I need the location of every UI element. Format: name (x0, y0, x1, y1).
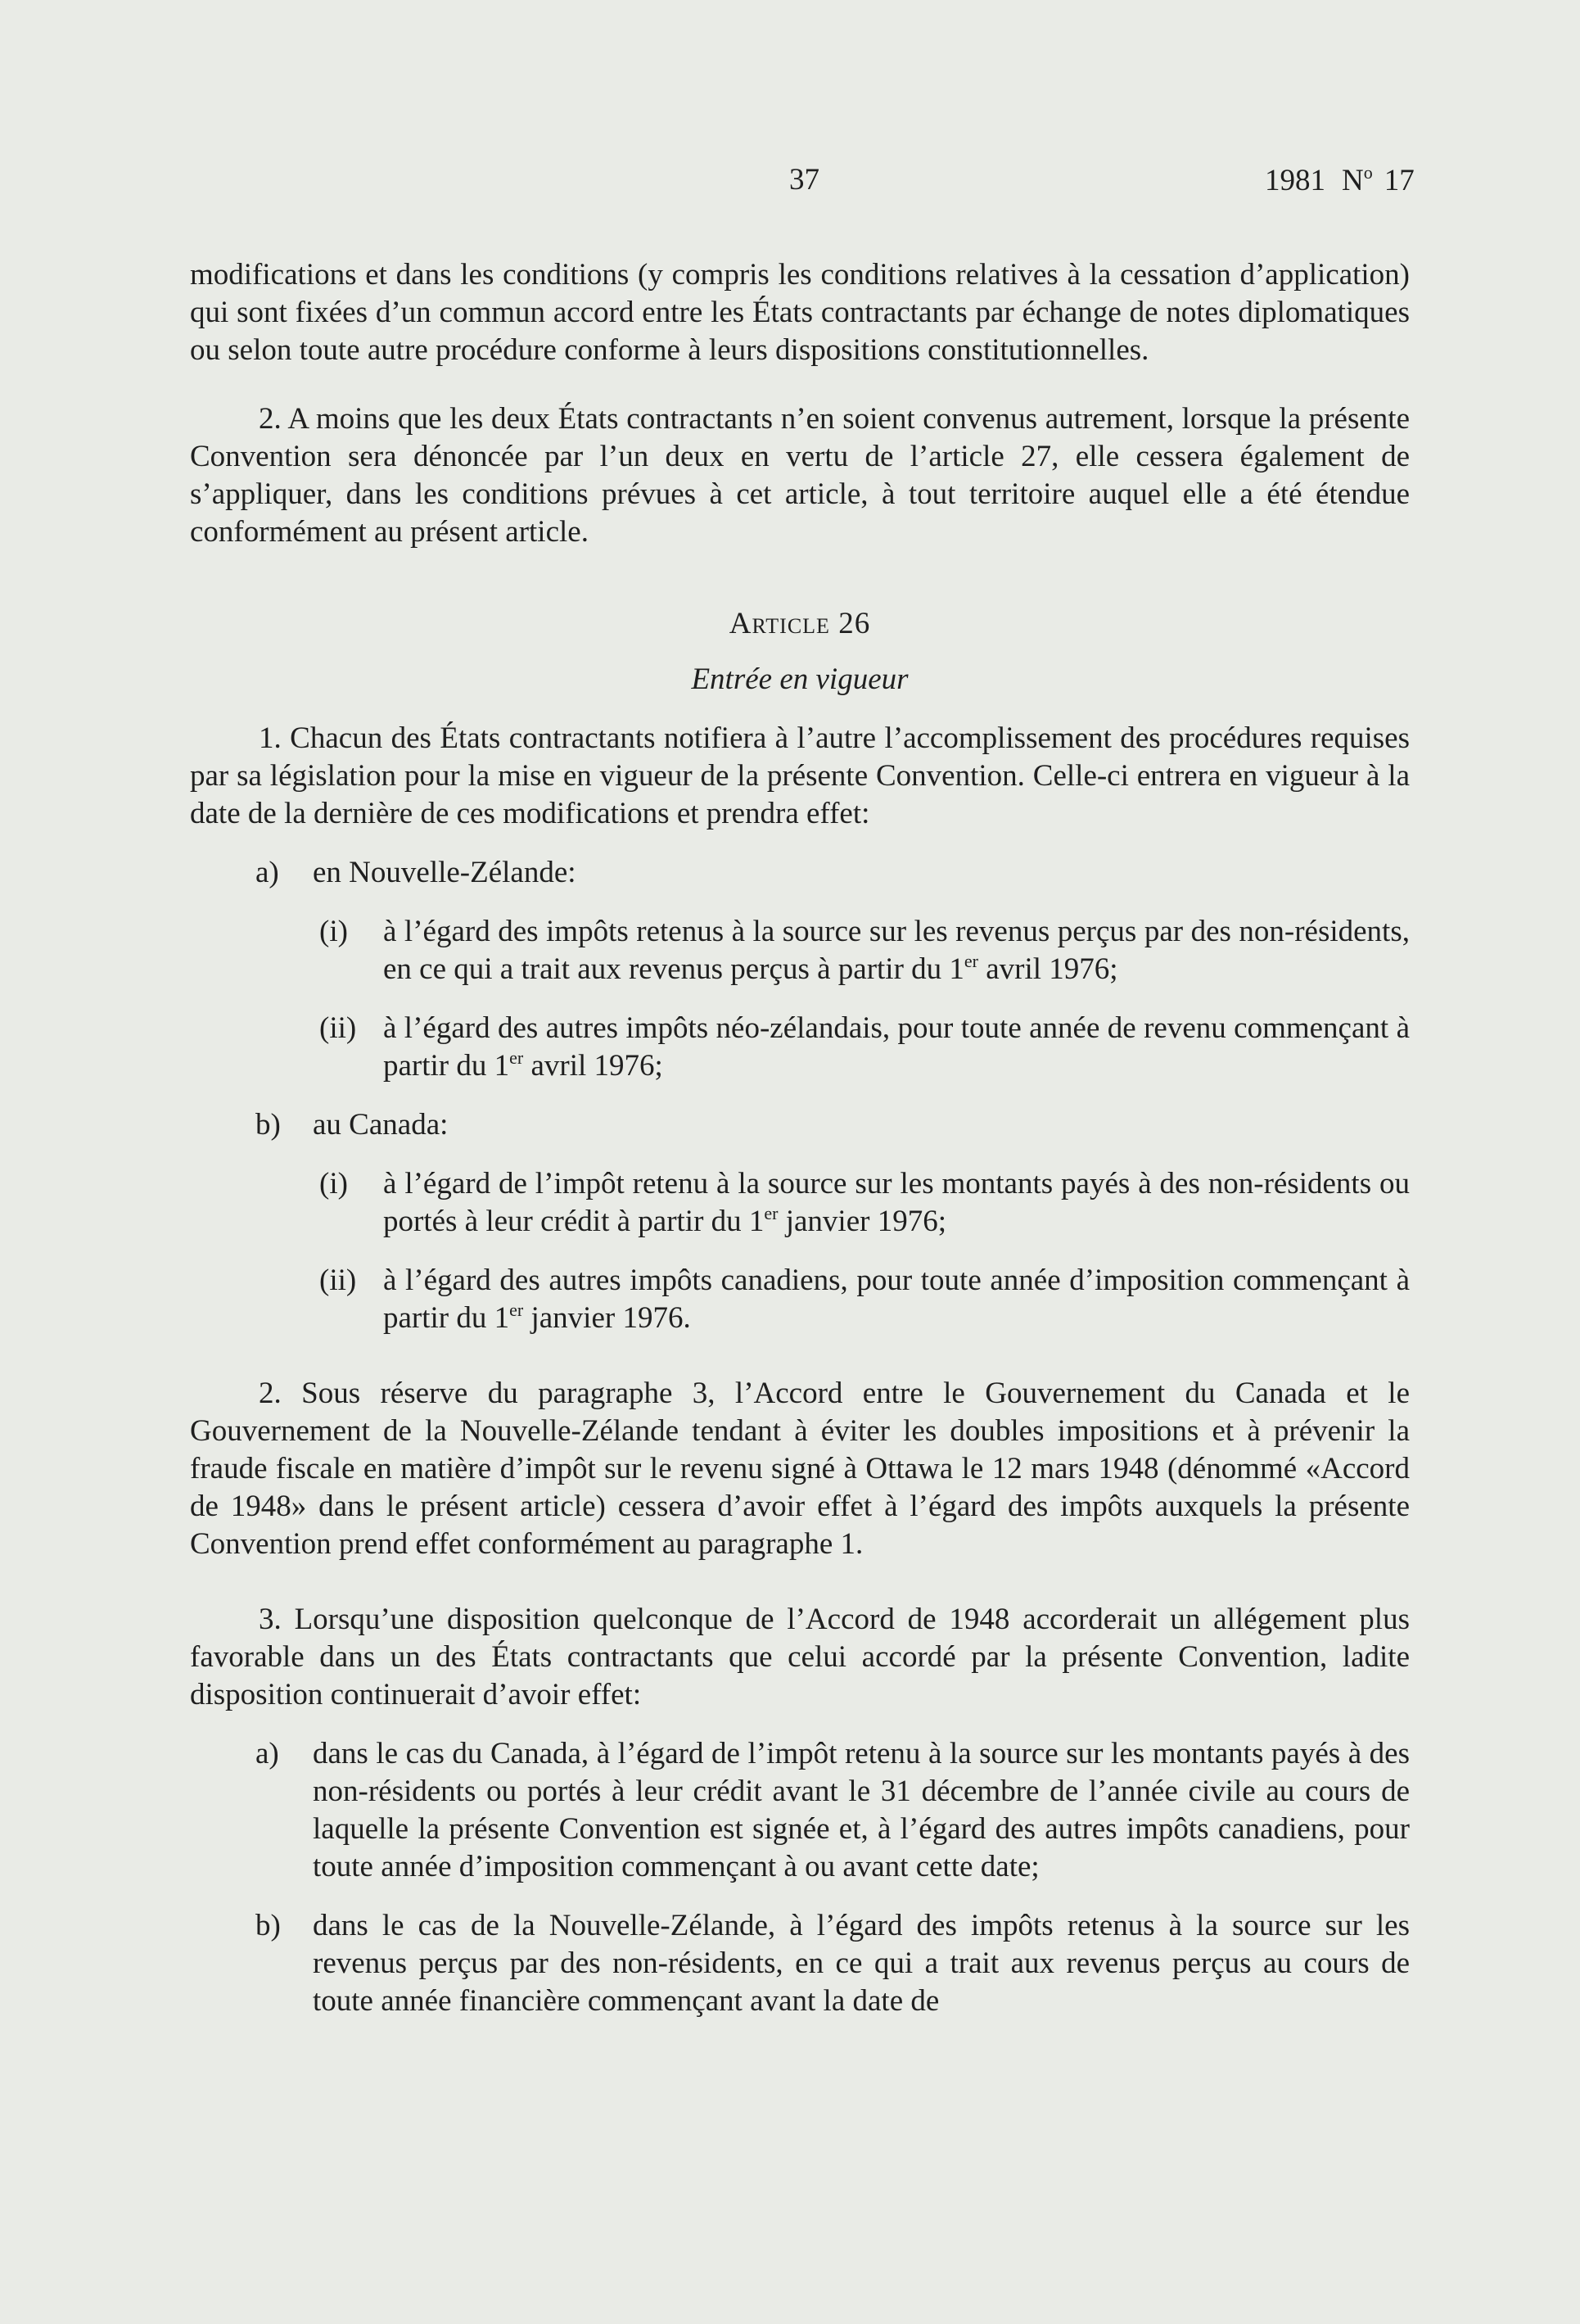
paragraph-2: 2. A moins que les deux États contractants n’en soient convenus autrement, lorsque la présente Convention sera dénoncée par l’un deux en vertu de l’article 27, elle cessera également de s’appliquer, dans les conditions prévues à cet article, à tout territoire auquel elle a été étendue conformément au présent article. (190, 402, 1410, 549)
sub-item-a-i (319, 913, 1410, 988)
page-number: 37 (789, 163, 819, 197)
sub-item-label: (i) (319, 1167, 348, 1200)
list-item-a (255, 854, 1410, 892)
article-26-paragraph-1: 1. Chacun des États contractants notifiera à l’autre l’accomplissement des procédures requises par sa législation pour la mise en vigueur de la présente Convention. Celle-ci entrera en vigueur à la date de la dernière de ces modifications et prendra effet: (190, 721, 1410, 830)
header-no-label: N (1342, 164, 1364, 197)
sub-item-text: à l’égard des autres impôts néo-zélandais, pour toute année de revenu commençant à partir du 1er avril 1976; (383, 1011, 1410, 1083)
page-header-reference (1265, 162, 1415, 198)
list-item-b (255, 1106, 1410, 1144)
sub-item-text: à l’égard de l’impôt retenu à la source sur les montants payés à des non-résidents ou portés à leur crédit à partir du 1er janvier 1976; (383, 1167, 1410, 1238)
superscript: er (509, 1300, 524, 1320)
list-item-label: b) (255, 1108, 281, 1142)
sub-item-label: (ii) (319, 1264, 357, 1297)
sub-item-b-ii (319, 1262, 1410, 1337)
superscript: er (964, 951, 978, 971)
header-year: 1981 (1265, 164, 1325, 197)
paragraph-intro: modifications et dans les conditions (y compris les conditions relatives à la cessation d’application) qui sont fixées d’un commun accord entre les États contractants par échange de notes diplomatiques ou selon toute autre procédure conforme à leurs dispositions constitutionnelles. (190, 258, 1410, 367)
list-item-label: a) (255, 856, 279, 889)
list-item-3b (255, 1907, 1410, 2020)
sub-item-text: à l’égard des autres impôts canadiens, pour toute année d’imposition commençant à partir du 1er janvier 1976. (383, 1264, 1410, 1335)
sub-item-label: (i) (319, 915, 348, 948)
list-item-text: dans le cas du Canada, à l’égard de l’impôt retenu à la source sur les montants payés à des non-résidents ou portés à leur crédit avant le 31 décembre de l’année civile au cours de laquelle la présente Convention est signée et, à l’égard des autres impôts canadiens, pour toute année d’imposition commençant à ou avant cette date; (313, 1737, 1410, 1883)
sub-item-a-ii (319, 1010, 1410, 1085)
article-subtitle: Entrée en vigueur (691, 662, 909, 696)
list-item-3a (255, 1735, 1410, 1886)
list-item-text: en Nouvelle-Zélande: (313, 856, 576, 889)
article-26-paragraph-2: 2. Sous réserve du paragraphe 3, l’Accord entre le Gouvernement du Canada et le Gouvernement de la Nouvelle-Zélande tendant à éviter les doubles impositions et à prévenir la fraude fiscale en matière d’impôt sur le revenu signé à Ottawa le 12 mars 1948 (dénommé «Accord de 1948» dans le présent article) cessera d’avoir effet à l’égard des impôts auxquels la présente Convention prend effet conformément au paragraphe 1. (190, 1377, 1410, 1561)
sub-item-label: (ii) (319, 1011, 357, 1045)
sub-item-b-i (319, 1165, 1410, 1241)
document-body (190, 256, 1410, 2020)
list-item-text: au Canada: (313, 1108, 449, 1142)
header-no-sup: o (1363, 162, 1373, 183)
article-title: Article 26 (729, 607, 871, 640)
header-issue: 17 (1384, 164, 1415, 197)
superscript: er (764, 1203, 779, 1223)
article-26-paragraph-3: 3. Lorsqu’une disposition quelconque de l’Accord de 1948 accorderait un allégement plus favorable dans un des États contractants que celui accordé par la présente Convention, ladite disposition continuerait d’avoir effet: (190, 1603, 1410, 1711)
list-item-text: dans le cas de la Nouvelle-Zélande, à l’égard des impôts retenus à la source sur les revenus perçus par des non-résidents, en ce qui a trait aux revenus perçus au cours de toute année financière commençant avant la date de (313, 1909, 1410, 2018)
list-item-label: b) (255, 1909, 281, 1942)
list-item-label: a) (255, 1737, 279, 1770)
superscript: er (509, 1047, 524, 1068)
sub-item-text: à l’égard des impôts retenus à la source sur les revenus perçus par des non-résidents, en ce qui a trait aux revenus perçus à partir du 1er avril 1976; (383, 915, 1410, 986)
